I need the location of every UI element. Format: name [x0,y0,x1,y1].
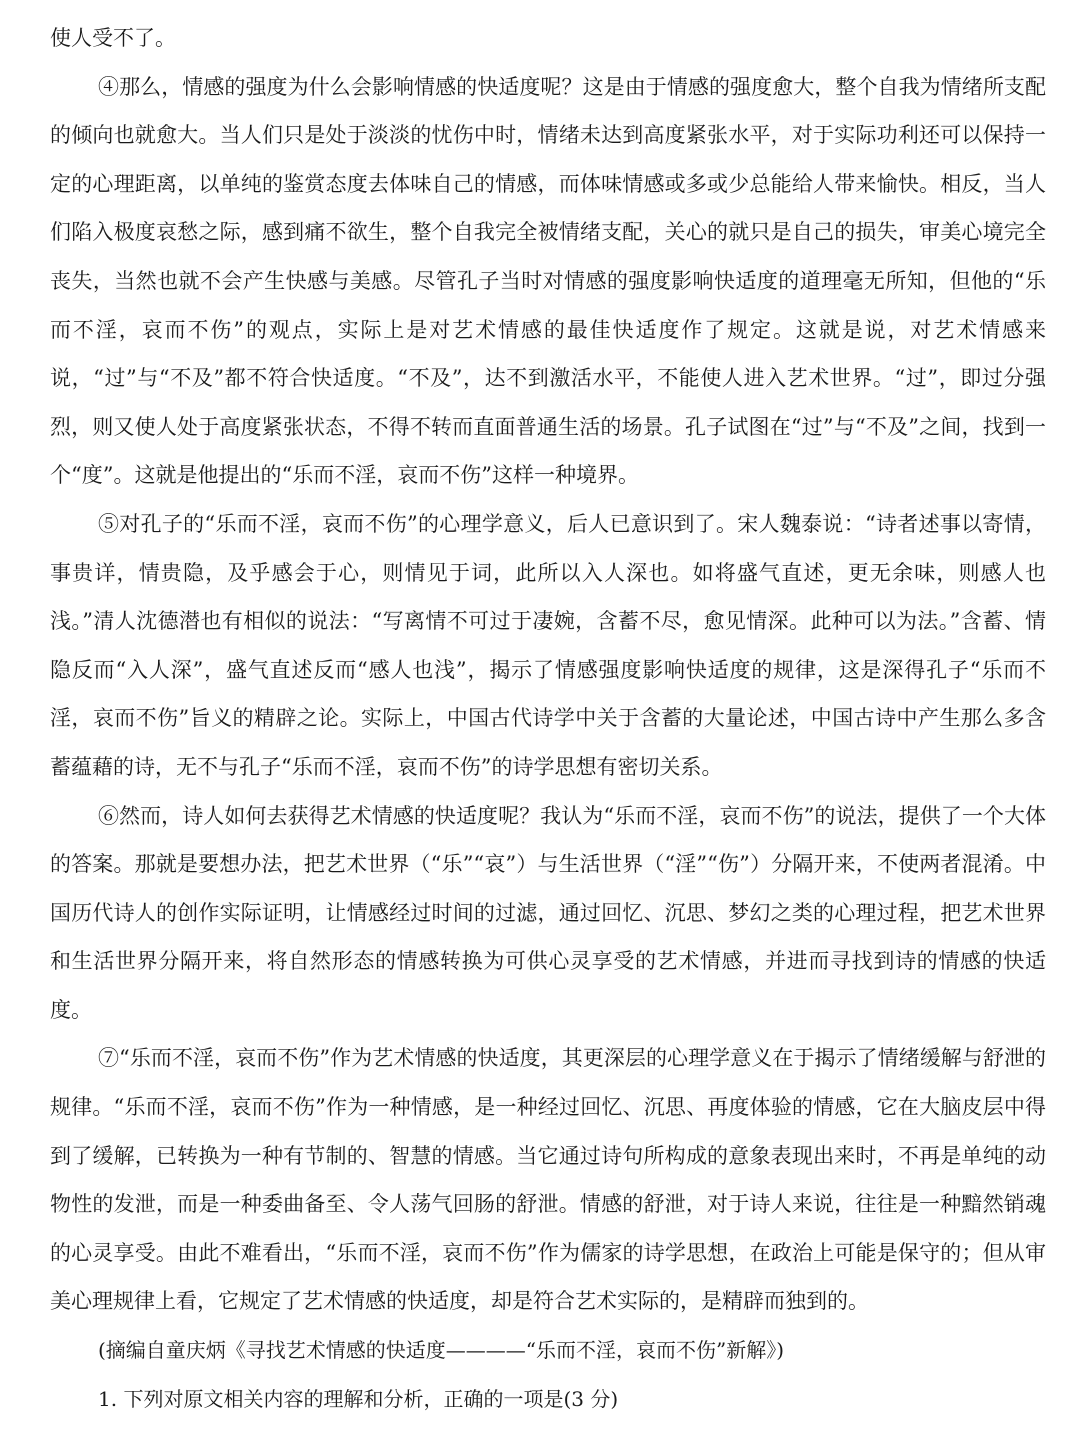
question-1: 1. 下列对原文相关内容的理解和分析，正确的一项是(3 分) [98,1386,619,1411]
paragraph-3-tail: 使人受不了。 [50,26,176,50]
paragraph-5: ⑤对孔子的“乐而不淫，哀而不伤”的心理学意义，后人已意识到了。宋人魏泰说：“诗者述事以寄情，事贵详，情贵隐，及乎感会于心，则情见于词，此所以入人深也。如将盛气直述，更无余味，则感人也浅。”清人沈德潜也有相似的说法：“写离情不可过于凄婉，含蓄不尽，愈见情深。此种可以为法。”含蓄、情隐反而“入人深”，盛气直述反而“感人也浅”，揭示了情感强度影响快适度的规律，这是深得孔子“乐而不淫，哀而不伤”旨义的精辟之论。实际上，中国古代诗学中关于含蓄的大量论述，中国古诗中产生那么多含蓄蕴藉的诗，无不与孔子“乐而不淫，哀而不伤”的诗学思想有密切关系。 [50,511,1046,779]
document-page [50,14,1046,1423]
paragraph-4: ④那么，情感的强度为什么会影响情感的快适度呢？这是由于情感的强度愈大，整个自我为情绪所支配的倾向也就愈大。当人们只是处于淡淡的忧伤中时，情绪未达到高度紧张水平，对于实际功利还可以保持一定的心理距离，以单纯的鉴赏态度去体味自己的情感，而体味情感或多或少总能给人带来愉快。相反，当人们陷入极度哀愁之际，感到痛不欲生，整个自我完全被情绪支配，关心的就只是自己的损失，审美心境完全丧失，当然也就不会产生快感与美感。尽管孔子当时对情感的强度影响快适度的道理毫无所知，但他的“乐而不淫，哀而不伤”的观点，实际上是对艺术情感的最佳快适度作了规定。这就是说，对艺术情感来说，“过”与“不及”都不符合快适度。“不及”，达不到激活水平，不能使人进入艺术世界。“过”，即过分强烈，则又使人处于高度紧张状态，不得不转而直面普通生活的场景。孔子试图在“过”与“不及”之间，找到一个“度”。这就是他提出的“乐而不淫，哀而不伤”这样一种境界。 [50,74,1046,488]
paragraph-6: ⑥然而，诗人如何去获得艺术情感的快适度呢？我认为“乐而不淫，哀而不伤”的说法，提供了一个大体的答案。那就是要想办法，把艺术世界（“乐”“哀”）与生活世界（“淫”“伤”）分隔开来，不使两者混淆。中国历代诗人的创作实际证明，让情感经过时间的过滤，通过回忆、沉思、梦幻之类的心理过程，把艺术世界和生活世界分隔开来，将自然形态的情感转换为可供心灵享受的艺术情感，并进而寻找到诗的情感的快适度。 [50,803,1046,1022]
source-citation: (摘编自童庆炳《寻找艺术情感的快适度————“乐而不淫，哀而不伤”新解》) [98,1338,785,1363]
paragraph-7: ⑦“乐而不淫，哀而不伤”作为艺术情感的快适度，其更深层的心理学意义在于揭示了情绪缓解与舒泄的规律。“乐而不淫，哀而不伤”作为一种情感，是一种经过回忆、沉思、再度体验的情感，它在大脑皮层中得到了缓解，已转换为一种有节制的、智慧的情感。当它通过诗句所构成的意象表现出来时，不再是单纯的动物性的发泄，而是一种委曲备至、令人荡气回肠的舒泄。情感的舒泄，对于诗人来说，往往是一种黯然销魂的心灵享受。由此不难看出，“乐而不淫，哀而不伤”作为儒家的诗学思想，在政治上可能是保守的；但从审美心理规律上看，它规定了艺术情感的快适度，却是符合艺术实际的，是精辟而独到的。 [50,1046,1046,1314]
